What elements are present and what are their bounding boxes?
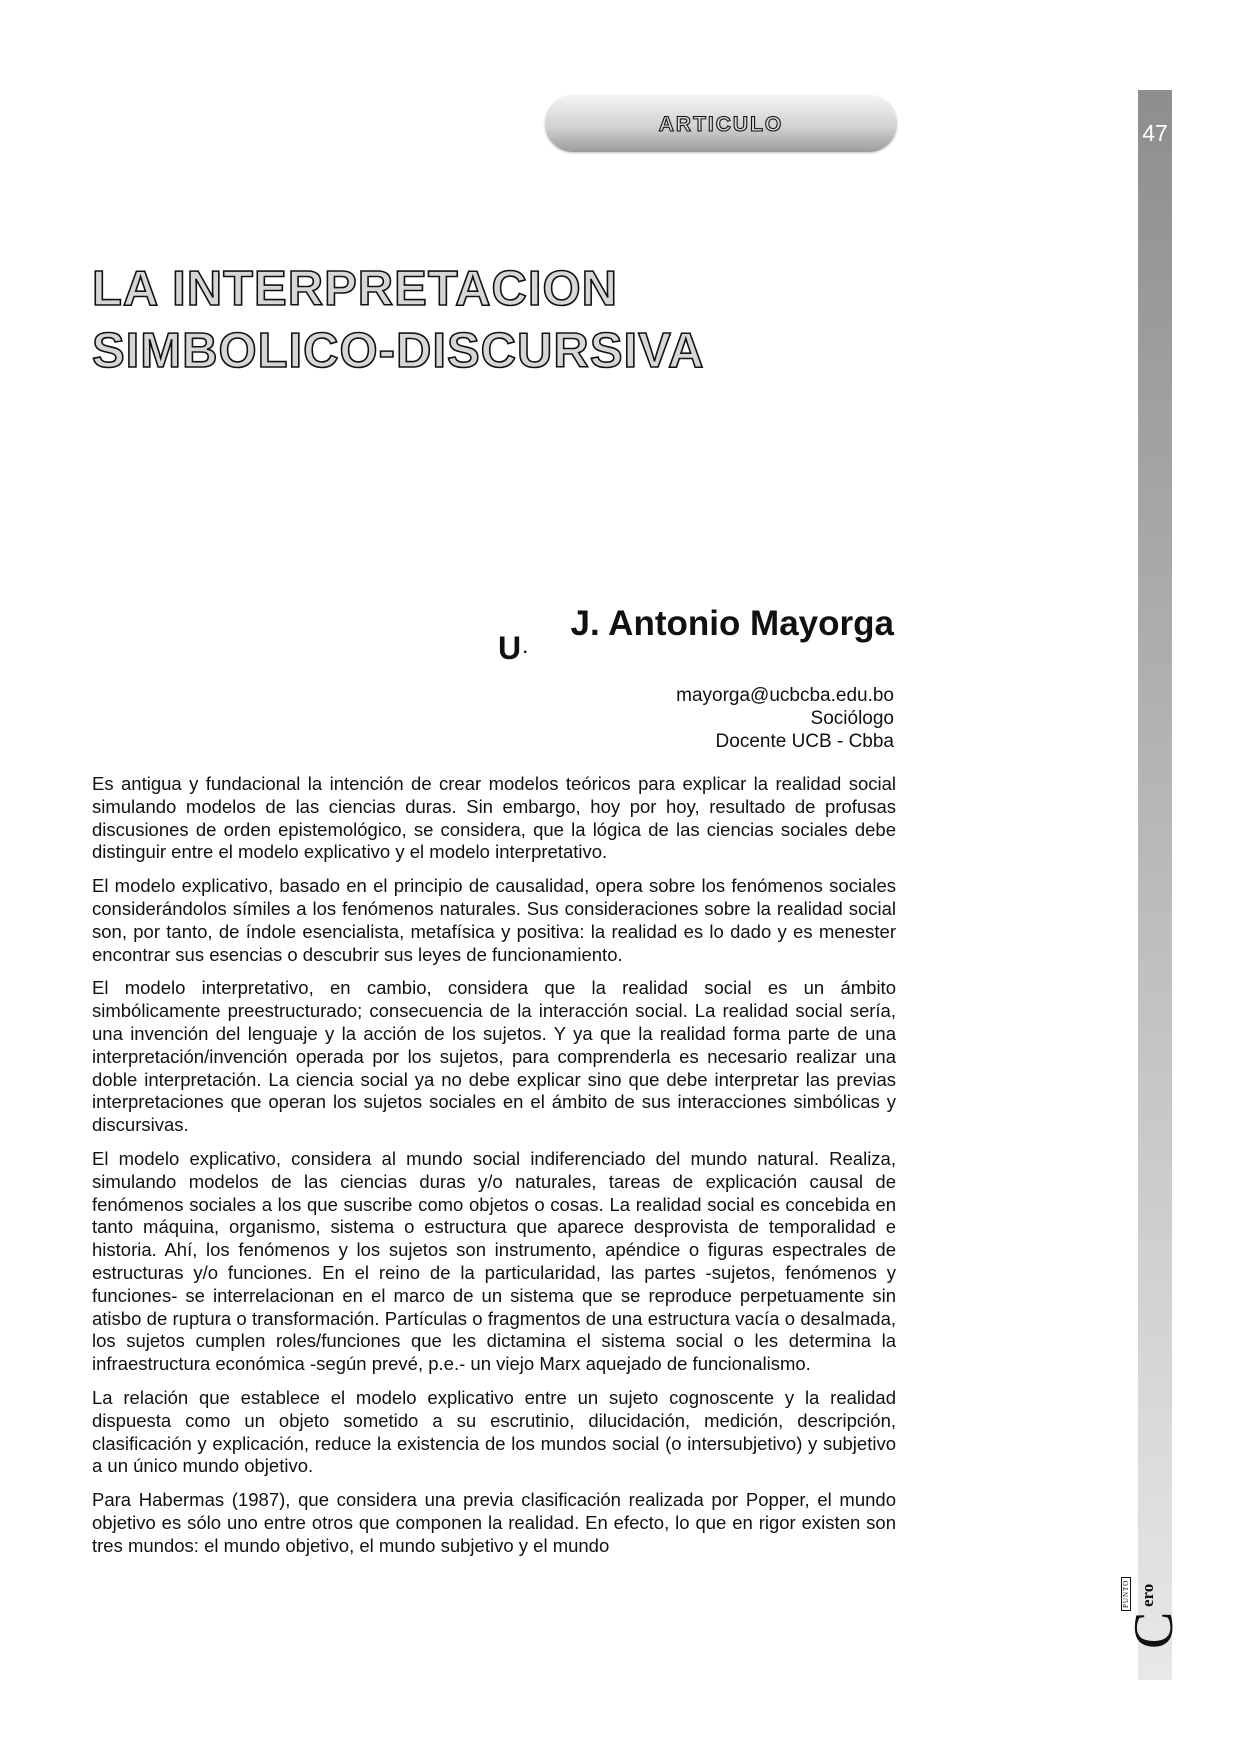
side-bar [1138,90,1172,1680]
article-title [92,258,705,382]
section-tab [545,95,897,152]
section-label: ARTICULO [658,113,784,136]
author-role: Sociólogo [810,708,894,729]
paragraph: La relación que establece el modelo explicativo entre un sujeto cognoscente y la realidad dispuesta como un objeto sometido a su escrutinio, dilucidación, medición, descripción, clasificación y explicación, reduce la existencia de los mundos social (o intersubjetivo) y subjetivo a un único mundo objetivo. [92,1386,896,1477]
paragraph: El modelo explicativo, basado en el principio de causalidad, opera sobre los fenómenos sociales considerándolos símiles a los fenómenos naturales. Sus consideraciones sobre la realidad social son, por tanto, de índole esencialista, metafísica y positiva: la realidad es lo dado y es menester encontrar sus esencias o descubrir sus leyes de funcionamiento. [92,875,896,965]
author-name: J. Antonio Mayorga [570,604,894,643]
logo-tag: PUNTO [1121,1577,1131,1611]
page-number: 47 [1142,120,1168,146]
paragraph: El modelo interpretativo, en cambio, considera que la realidad social es un ámbito simbólicamente preestructurado; consecuencia de la interacción social. La realidad social sería, una invención del lenguaje y la acción de los sujetos. Y ya que la realidad forma parte de una interpretación/invención operada por los sujetos, para comprenderla es necesario realizar una doble interpretación. La ciencia social ya no debe explicar sino que debe interpretar las previas interpretaciones que operan los sujetos sociales en el ámbito de sus interacciones simbólicas y discursivas. [92,977,896,1136]
author-affiliation: Docente UCB - Cbba [715,731,894,752]
author-initial: U [498,630,522,666]
author-email: mayorga@ucbcba.edu.bo [676,685,894,706]
punto-cero-logo [1122,1575,1185,1665]
title-line-2: SIMBOLICO-DISCURSIVA [92,324,705,378]
paragraph: El modelo explicativo, considera al mundo social indiferenciado del mundo natural. Realiza, simulando modelos de las ciencias duras y/o naturales, tareas de explicación causal de fenómenos sociales a los que suscribe como objetos o cosas. La realidad social es concebida en tanto máquina, organismo, sistema o estructura que aparece desprovista de temporalidad e historia. Ahí, los fenómenos y los sujetos son instrumento, apéndice o figuras espectrales de estructuras y/o funciones. En el reino de la particularidad, las partes -sujetos, fenómenos y funciones- se interrelacionan en el marco de un sistema que se reproduce perpetuamente sin atisbo de ruptura o transformación. Partículas o fragmentos de una estructura vacía o desalmada, los sujetos cumplen roles/funciones que les dictamina el sistema social o les determina la infraestructura económica -según prevé, p.e.- un viejo Marx aquejado de funcionalismo. [92,1147,896,1375]
logo-letter: C [1123,1611,1185,1649]
paragraph: Es antigua y fundacional la intención de crear modelos teóricos para explicar la realidad social simulando modelos de las ciencias duras. Sin embargo, hoy por hoy, resultado de profusas discusiones de orden epistemológico, se considera, que la lógica de las ciencias sociales debe distinguir entre el modelo explicativo y el modelo interpretativo. [92,773,896,863]
article-body [92,773,896,1569]
paragraph: Para Habermas (1987), que considera una previa clasificación realizada por Popper, el mundo objetivo es sólo uno entre otros que componen la realidad. En efecto, lo que en rigor existen son tres mundos: el mundo objetivo, el mundo subjetivo y el mundo [92,1489,896,1556]
author-meta [676,684,894,753]
author-initial-dot: . [523,640,528,657]
title-line-1: LA INTERPRETACION [92,262,619,316]
logo-word: ero [1138,1583,1157,1607]
